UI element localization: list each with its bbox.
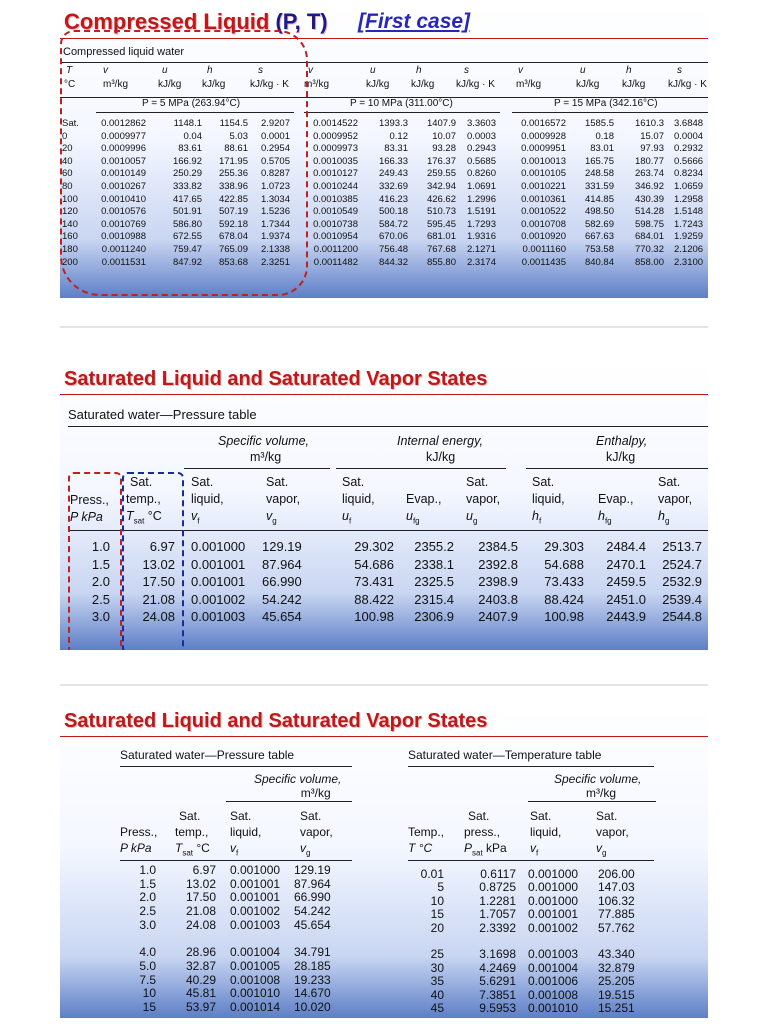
col-temp: 0.01 5 10 15 20 25 30 35 40 45: [420, 867, 444, 1016]
col-sat-temp: 6.97 13.02 17.50 21.08 24.08: [142, 539, 175, 624]
col-b3-s: 3.6848 0.0004 0.2932 0.5666 0.8234 1.0659 1.2958 1.5148 1.7243 1.9259 2.1206 2.3100: [674, 118, 704, 268]
col-b2-v: 0.0014522 0.0009952 0.0009973 0.0010035 0.0010127 0.0010244 0.0010385 0.0010549 0.0010738 0.0010954 0.0011200 0.0011482: [313, 118, 358, 268]
col-vf: 0.001000 0.001001 0.001001 0.001002 0.001003 0.001004 0.001005 0.001008 0.001010 0.001014: [230, 863, 281, 1015]
unit-h1: kJ/kg: [202, 79, 226, 90]
temperature-column-highlight: [122, 472, 184, 650]
slide-title: Saturated Liquid and Saturated Vapor States: [64, 368, 488, 390]
col-b1-u: 1148.1 0.04 83.61 166.92 250.29 333.82 417.65 501.91 586.80 672.55 759.47 847.92: [172, 118, 202, 268]
unit-s2: kJ/kg · K: [456, 79, 495, 90]
header-s1: s: [258, 65, 263, 76]
header-h1: h: [207, 65, 213, 76]
header-hg: Sat. vapor, $h_g$: [658, 475, 693, 526]
col-vf: 0.001000 0.001001 0.001001 0.001002 0.001003: [191, 539, 246, 624]
col-uf: 29.302 54.686 73.431 88.422 100.98: [354, 539, 394, 624]
unit-s1: kJ/kg · K: [250, 79, 289, 90]
group-specific-volume-unit: m³/kg: [250, 450, 282, 464]
pressure-table-group-rule: [226, 801, 352, 802]
temperature-table-title: Saturated water—Temperature table: [408, 748, 602, 762]
group-headers: [60, 430, 708, 470]
header-sat-press: Sat. press., $P_{sat}$ kPa: [464, 809, 507, 858]
pressure-table-title: Saturated water—Pressure table: [120, 748, 295, 762]
unit-s3: kJ/kg · K: [668, 79, 707, 90]
group-enthalpy-unit: kJ/kg: [606, 450, 636, 464]
col-hg: 2513.7 2524.7 2532.9 2539.4 2544.8: [662, 539, 702, 624]
col-sat-press: 0.6117 0.8725 1.2281 1.7057 2.3392 3.1698 4.2469 5.6291 7.3851 9.5953: [479, 867, 516, 1016]
slide-title: Saturated Liquid and Saturated Vapor States: [64, 710, 488, 732]
col-b1-s: 2.9207 0.0001 0.2954 0.5705 0.8287 1.0723 1.3034 1.5236 1.7344 1.9374 2.1338 2.3251: [260, 118, 290, 268]
unit-h2: kJ/kg: [411, 79, 435, 90]
col-b3-u: 1585.5 0.18 83.01 165.75 248.58 331.59 414.85 498.50 582.69 667.63 753.58 840.84: [584, 118, 614, 268]
header-temp: Temp., T °C: [408, 825, 445, 855]
unit-u2: kJ/kg: [366, 79, 390, 90]
col-temperature: Sat. 0 20 40 60 80 100 120 140 160 180 200: [62, 118, 79, 268]
header-sat-temp: Sat. temp., $T_{sat}$ °C: [175, 809, 210, 858]
temperature-table-rule: [408, 766, 654, 767]
header-vf: Sat. liquid, $v_f$: [530, 809, 562, 858]
group-specific-volume: Specific volume,: [218, 434, 310, 448]
slide-saturated-tables: [60, 708, 708, 1018]
header-vg: Sat. vapor, $v_g$: [300, 809, 333, 858]
header-sat-temp: Sat. temp., $T_{sat}$ °C: [126, 475, 162, 526]
col-sat-temp: 6.97 13.02 17.50 21.08 24.08 28.96 32.87 40.29 45.81 53.97: [185, 863, 216, 1015]
unit-v3: m³/kg: [516, 79, 541, 90]
header-h3: h: [626, 65, 632, 76]
col-vg: 129.19 87.964 66.990 54.242 45.654 34.791 28.185 19.233 14.670 10.020: [294, 863, 331, 1015]
header-c: °C: [64, 79, 76, 90]
col-ufg: 2355.2 2338.1 2325.5 2315.4 2306.9: [414, 539, 454, 624]
block1-pressure: P = 5 MPa (263.94°C): [142, 98, 241, 109]
group-internal-energy: Internal energy,: [397, 434, 483, 448]
block2-pressure: P = 10 MPa (311.00°C): [350, 98, 453, 109]
temperature-table-header-rule: [408, 860, 654, 861]
col-press: 1.0 1.5 2.0 2.5 3.0: [91, 539, 110, 624]
unit-u1: kJ/kg: [158, 79, 182, 90]
title-underline: [60, 394, 708, 395]
group-rule-sv: [184, 468, 330, 469]
temperature-table-group-sv: Specific volume, m³/kg: [554, 772, 642, 800]
unit-v2: m³/kg: [304, 79, 329, 90]
unit-h3: kJ/kg: [622, 79, 646, 90]
group-rule-ie: [336, 468, 506, 469]
col-ug: 2384.5 2392.8 2398.9 2403.8 2407.9: [478, 539, 518, 624]
header-press: Press., P kPa: [70, 493, 109, 524]
header-press: Press., P kPa: [120, 825, 158, 855]
header-ug: Sat. vapor, $u_g$: [466, 475, 501, 526]
col-b3-v: 0.0016572 0.0009928 0.0009951 0.0010013 0.0010105 0.0010221 0.0010361 0.0010522 0.0010708 0.0010920 0.0011160 0.0011435: [521, 118, 566, 268]
header-v1: v: [103, 65, 108, 76]
header-ufg: Evap., $u_{fg}$: [406, 492, 442, 526]
col-b3-h: 1610.3 15.07 97.93 180.77 263.74 346.92 430.39 514.28 598.75 684.01 770.32 858.00: [634, 118, 664, 268]
col-b2-s: 3.3603 0.0003 0.2943 0.5685 0.8260 1.0691 1.2996 1.5191 1.7293 1.9316 2.1271 2.3174: [466, 118, 496, 268]
header-vg: Sat. vapor, $v_g$: [596, 809, 629, 858]
col-vg: 206.00 147.03 106.32 77.885 57.762 43.340 32.879 25.205 19.515 15.251: [598, 867, 635, 1016]
col-b2-u: 1393.3 0.12 83.31 166.33 249.43 332.69 416.23 500.18 584.72 670.06 756.48 844.32: [378, 118, 408, 268]
col-b1-v: 0.0012862 0.0009977 0.0009996 0.0010057 0.0010149 0.0010267 0.0010410 0.0010576 0.0010769 0.0010988 0.0011240 0.0011531: [101, 118, 146, 268]
temperature-table-headers: [408, 808, 658, 860]
group-enthalpy: Enthalpy,: [596, 434, 648, 448]
group-internal-energy-unit: kJ/kg: [426, 450, 456, 464]
title-underline: [60, 736, 708, 737]
header-v3: v: [518, 65, 523, 76]
header-v2: v: [308, 65, 313, 76]
group-rule-en: [526, 468, 708, 469]
separator: [60, 684, 708, 686]
block3-pressure: P = 15 MPa (342.16°C): [554, 98, 658, 109]
slide-title: Compressed Liquid (P, T): [64, 9, 328, 34]
pressure-column-highlight: [68, 472, 122, 650]
pressure-table-group-sv: Specific volume, m³/kg: [254, 772, 342, 800]
unit-u3: kJ/kg: [576, 79, 600, 90]
header-s3: s: [677, 65, 682, 76]
table-title: Compressed liquid water: [63, 46, 185, 58]
header-vf: Sat. liquid, $v_f$: [191, 475, 224, 526]
slide-saturated-pressure: [60, 364, 708, 650]
pressure-table-header-rule: [120, 860, 352, 861]
col-hf: 29.303 54.688 73.433 88.424 100.98: [544, 539, 584, 624]
block2-rule: [304, 112, 500, 113]
header-vf: Sat. liquid, $v_f$: [230, 809, 262, 858]
pressure-table-body: [120, 864, 356, 1014]
separator: [60, 326, 708, 328]
temperature-table-body: [408, 868, 658, 1014]
header-s2: s: [464, 65, 469, 76]
temperature-table-group-rule: [528, 801, 656, 802]
header-u1: u: [162, 65, 168, 76]
col-vf: 0.001000 0.001000 0.001000 0.001001 0.001002 0.001003 0.001004 0.001006 0.001008 0.001010: [528, 867, 579, 1016]
col-press: 1.0 1.5 2.0 2.5 3.0 4.0 5.0 7.5 10 15: [139, 863, 156, 1015]
header-u2: u: [370, 65, 376, 76]
table-top-rule: [68, 426, 708, 427]
unit-v1: m³/kg: [103, 79, 128, 90]
pressure-table-headers: [120, 808, 356, 860]
block3-rule: [512, 112, 708, 113]
table-title: Saturated water—Pressure table: [68, 407, 257, 422]
col-b1-h: 1154.5 5.03 88.61 171.95 255.36 338.96 422.85 507.19 592.18 678.04 765.09 853.68: [218, 118, 248, 268]
slide-compressed-liquid: [60, 6, 708, 298]
header-vg: Sat. vapor, $v_g$: [266, 475, 301, 526]
first-case-highlight: [60, 30, 308, 296]
header-uf: Sat. liquid, $u_f$: [342, 475, 375, 526]
header-h2: h: [416, 65, 422, 76]
header-hfg: Evap., $h_{fg}$: [598, 492, 634, 526]
header-u3: u: [580, 65, 586, 76]
col-vg: 129.19 87.964 66.990 54.242 45.654: [262, 539, 302, 624]
header-hf: Sat. liquid, $h_f$: [532, 475, 565, 526]
pressure-table-rule: [120, 766, 352, 767]
first-case-label: [First case]: [358, 10, 471, 33]
header-t: T: [66, 65, 73, 76]
col-b2-h: 1407.9 10.07 93.28 176.37 259.55 342.94 426.62 510.73 595.45 681.01 767.68 855.80: [426, 118, 456, 268]
col-hfg: 2484.4 2470.1 2459.5 2451.0 2443.9: [606, 539, 646, 624]
